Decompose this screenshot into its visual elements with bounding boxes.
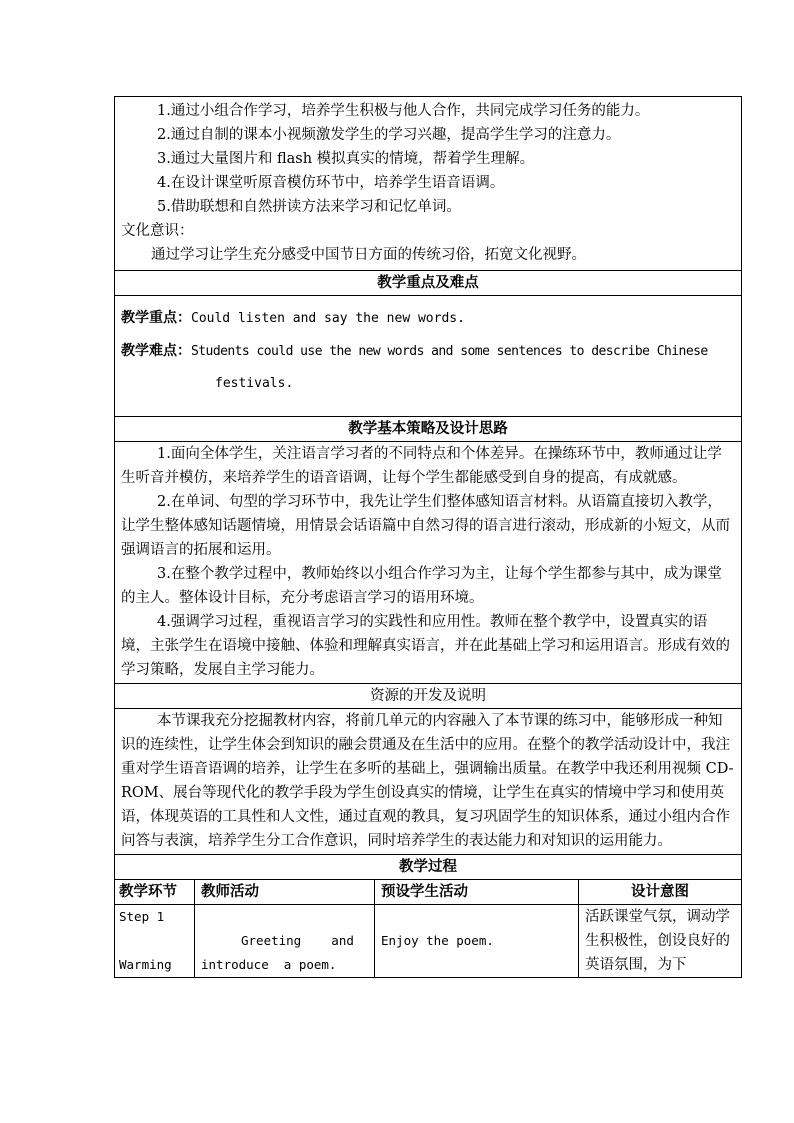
lesson-plan-table <box>114 96 742 978</box>
strategy-title: 教学基本策略及设计思路 <box>115 417 742 442</box>
column-header-student: 预设学生活动 <box>375 880 579 905</box>
column-header-stage: 教学环节 <box>115 880 195 905</box>
lesson-plan-page <box>114 96 741 978</box>
teacher-activity-cell <box>195 905 375 978</box>
key-points-cell <box>115 296 742 417</box>
teacher-activity-line: Greeting and <box>241 933 354 948</box>
ability-item: 2.通过自制的课本小视频激发学生的学习兴趣，提高学生学习的注意力。 <box>157 127 621 143</box>
key-points-row <box>115 296 742 417</box>
strategy-paragraph: 1.面向全体学生，关注语言学习者的不同特点和个体差异。在操练环节中，教师通过让学生听音并模仿，来培养学生的语音语调，让每个学生都能感受到自身的提高，有成就感。 <box>121 446 722 486</box>
intent-cell <box>579 905 742 978</box>
resources-header-row <box>115 684 742 709</box>
objectives-cell <box>115 97 742 271</box>
strategy-cell <box>115 442 742 684</box>
process-columns-row <box>115 880 742 905</box>
key-points-header-row <box>115 271 742 296</box>
step-cell <box>115 905 195 978</box>
column-header-intent: 设计意图 <box>579 880 742 905</box>
strategy-row <box>115 442 742 684</box>
student-activity-text: Enjoy the poem. <box>381 933 494 948</box>
intent-text: 活跃课堂气氛，调动学生积极性，创设良好的英语氛围，为下 <box>585 909 730 973</box>
difficulty-line <box>121 335 735 368</box>
objectives-row <box>115 97 742 271</box>
focus-label: 教学重点： <box>121 310 191 326</box>
ability-item: 4.在设计课堂听原音模仿环节中，培养学生语音语调。 <box>157 175 505 191</box>
ability-item: 5.借助联想和自然拼读方法来学习和记忆单词。 <box>157 199 461 215</box>
resources-text: 本节课我充分挖掘教材内容，将前几单元的内容融入了本节课的练习中，能够形成一种知识的连续性，让学生体会到知识的融会贯通及在生活中的应用。在整个的教学活动设计中，我注重对学生语音语调的培养，让学生在多听的基础上，强调输出质量。在教学中我还利用视频 CD-ROM、展台等现代化的教学手段为学生创设真实的情境，让学生在真实的情境中学习和使用英语，体现英语的工具性和人文性，通过直观的教具，复习巩固学生的知识体系，通过小组内合作问答与表演，培养学生分工合作意识，同时培养学生的表达能力和对知识的运用能力。 <box>121 713 734 849</box>
process-title: 教学过程 <box>115 855 742 880</box>
strategy-header-row <box>115 417 742 442</box>
teacher-activity-line: introduce a poem. <box>201 957 337 972</box>
resources-row <box>115 709 742 855</box>
ability-item: 1.通过小组合作学习，培养学生积极与他人合作，共同完成学习任务的能力。 <box>157 103 650 119</box>
student-activity-cell <box>375 905 579 978</box>
difficulty-text-cont: festivals. <box>215 376 294 391</box>
process-step-row <box>115 905 742 978</box>
step-name: Warming <box>119 957 172 972</box>
key-points-title: 教学重点及难点 <box>115 271 742 296</box>
culture-label: 文化意识： <box>121 223 194 239</box>
focus-text: Could listen and say the new words. <box>191 311 465 326</box>
resources-title: 资源的开发及说明 <box>115 684 742 709</box>
step-label: Step 1 <box>119 909 165 924</box>
column-header-teacher: 教师活动 <box>195 880 375 905</box>
process-header-row <box>115 855 742 880</box>
difficulty-text: Students could use the new words and some sentences to describe Chinese <box>191 344 708 359</box>
strategy-paragraph: 2.在单词、句型的学习环节中，我先让学生们整体感知语言材料。从语篇直接切入教学，让学生整体感知话题情境，用情景会话语篇中自然习得的语言进行滚动，形成新的小短文，从而强调语言的拓展和运用。 <box>121 494 730 558</box>
resources-cell <box>115 709 742 855</box>
ability-item: 3.通过大量图片和 flash 模拟真实的情境，帮着学生理解。 <box>157 151 535 167</box>
focus-line <box>121 302 735 335</box>
strategy-paragraph: 4.强调学习过程，重视语言学习的实践性和应用性。教师在整个教学中，设置真实的语境，主张学生在语境中接触、体验和理解真实语言，并在此基础上学习和运用语言。形成有效的学习策略，发展自主学习能力。 <box>121 614 730 678</box>
culture-text: 通过学习让学生充分感受中国节日方面的传统习俗，拓宽文化视野。 <box>151 247 586 263</box>
difficulty-label: 教学难点： <box>121 343 191 359</box>
strategy-paragraph: 3.在整个教学过程中，教师始终以小组合作学习为主，让每个学生都参与其中，成为课堂的主人。整体设计目标，充分考虑语言学习的语用环境。 <box>121 566 722 606</box>
